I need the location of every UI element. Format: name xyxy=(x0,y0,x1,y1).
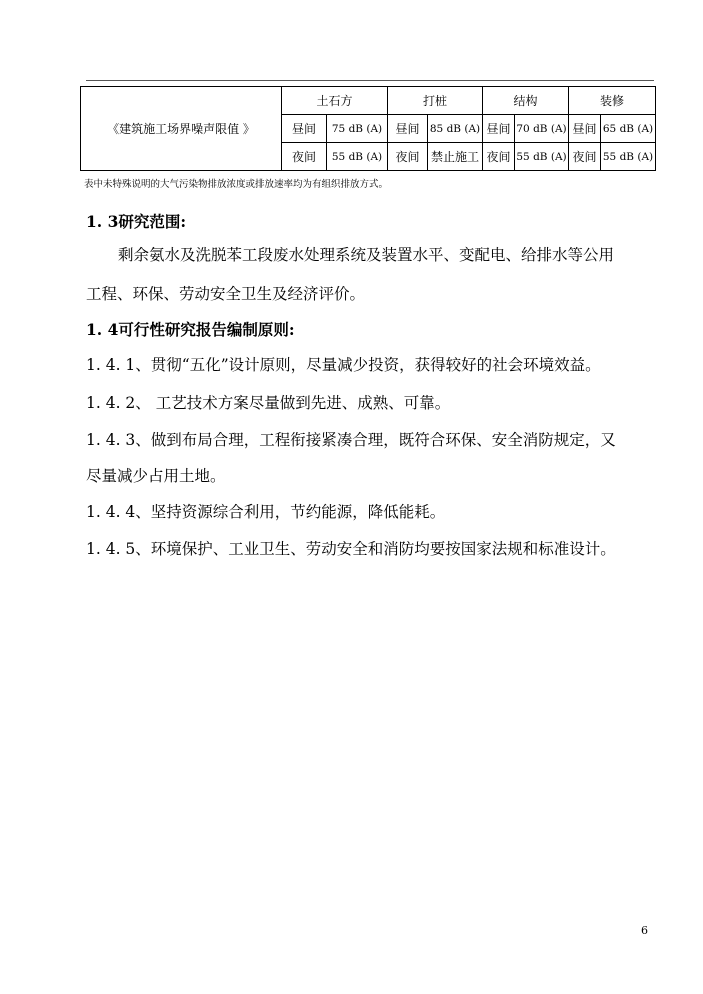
table-cell: 55 dB (A) xyxy=(327,143,388,171)
section-heading-1-3: 1. 3研究范围: xyxy=(86,212,187,231)
table-cell: 85 dB (A) xyxy=(428,115,483,143)
header-rule xyxy=(86,80,654,81)
principle-item: 1. 4. 3、做到布局合理，工程衔接紧凑合理，既符合环保、安全消防规定，又 xyxy=(86,431,616,449)
row-label: 昼间 xyxy=(388,115,428,143)
table-cell: 65 dB (A) xyxy=(601,115,656,143)
row-label: 昼间 xyxy=(569,115,601,143)
row-label: 夜间 xyxy=(282,143,327,171)
table-cell: 55 dB (A) xyxy=(515,143,569,171)
column-header: 打桩 xyxy=(388,87,483,115)
principle-item: 1. 4. 5、环境保护、工业卫生、劳动安全和消防均要按国家法规和标准设计。 xyxy=(86,540,616,558)
table-cell: 55 dB (A) xyxy=(601,143,656,171)
paragraph-line: 工程、环保、劳动安全卫生及经济评价。 xyxy=(86,285,366,303)
section-heading-1-4: 1. 4可行性研究报告编制原则: xyxy=(86,320,295,339)
column-header: 装修 xyxy=(569,87,656,115)
standard-name-cell: 《建筑施工场界噪声限值 》 xyxy=(81,87,282,171)
row-label: 夜间 xyxy=(388,143,428,171)
table-cell: 75 dB (A) xyxy=(327,115,388,143)
table-cell: 70 dB (A) xyxy=(515,115,569,143)
table-note: 表中未特殊说明的大气污染物排放浓度或排放速率均为有组织排放方式。 xyxy=(84,179,389,190)
principle-item: 1. 4. 4、坚持资源综合利用，节约能源，降低能耗。 xyxy=(86,503,446,521)
noise-limit-table xyxy=(80,86,656,171)
row-label: 夜间 xyxy=(569,143,601,171)
column-header: 土石方 xyxy=(282,87,388,115)
principle-item: 尽量减少占用土地。 xyxy=(86,467,226,485)
table-header-row xyxy=(81,87,656,115)
row-label: 昼间 xyxy=(282,115,327,143)
paragraph-line: 剩余氨水及洗脱苯工段废水处理系统及装置水平、变配电、给排水等公用 xyxy=(118,246,615,264)
row-label: 夜间 xyxy=(483,143,515,171)
principle-item: 1. 4. 1、贯彻“五化”设计原则，尽量减少投资，获得较好的社会环境效益。 xyxy=(86,356,601,374)
table-cell: 禁止施工 xyxy=(428,143,483,171)
column-header: 结构 xyxy=(483,87,569,115)
row-label: 昼间 xyxy=(483,115,515,143)
page-number: 6 xyxy=(641,924,648,937)
principle-item: 1. 4. 2、 工艺技术方案尽量做到先进、成熟、可靠。 xyxy=(86,394,451,412)
